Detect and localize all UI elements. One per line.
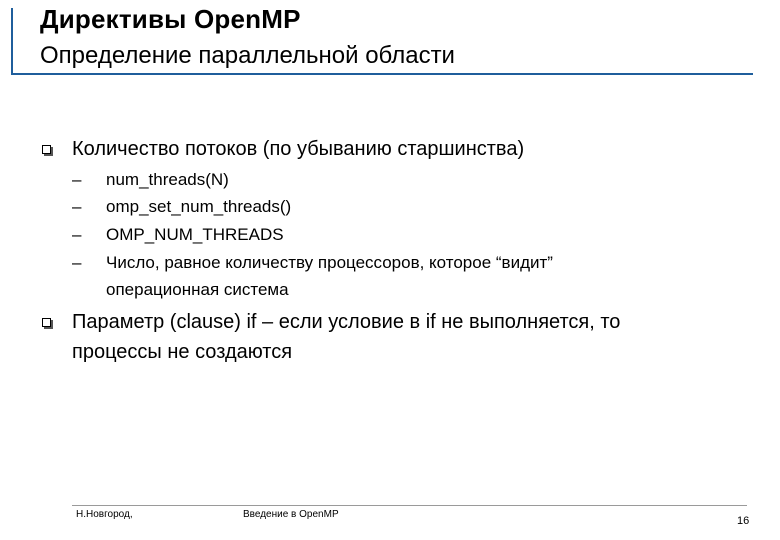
- header-left-rule: [11, 8, 13, 75]
- page-number: 16: [737, 515, 750, 527]
- dash-marker: –: [72, 170, 82, 189]
- list-item-text: num_threads(N): [106, 170, 229, 189]
- square-bullet-icon: [42, 318, 51, 327]
- footer-course-title: Введение в OpenMP: [243, 509, 339, 520]
- page-subtitle: Определение параллельной области: [40, 42, 455, 69]
- page-title: Директивы OpenMP: [40, 4, 301, 34]
- header-bottom-rule: [11, 73, 753, 75]
- list-item-text: omp_set_num_threads(): [106, 197, 292, 216]
- list-item-text-line-1: Число, равное количеству процессоров, которое “видит”: [106, 253, 553, 272]
- bullet-2-text-line-2: процессы не создаются: [72, 341, 293, 363]
- list-item-text-line-2: операционная система: [106, 280, 289, 299]
- dash-marker: –: [72, 253, 82, 272]
- square-bullet-icon: [42, 145, 51, 154]
- footer-location: Н.Новгород,: [76, 509, 133, 520]
- dash-marker: –: [72, 225, 82, 244]
- list-item-text: OMP_NUM_THREADS: [106, 225, 284, 244]
- bullet-2-text-line-1: Параметр (clause) if – если условие в if не выполняется, то: [72, 311, 621, 333]
- dash-marker: –: [72, 197, 82, 216]
- footer-divider: [72, 505, 747, 506]
- bullet-1-text: Количество потоков (по убыванию старшинства): [72, 138, 525, 160]
